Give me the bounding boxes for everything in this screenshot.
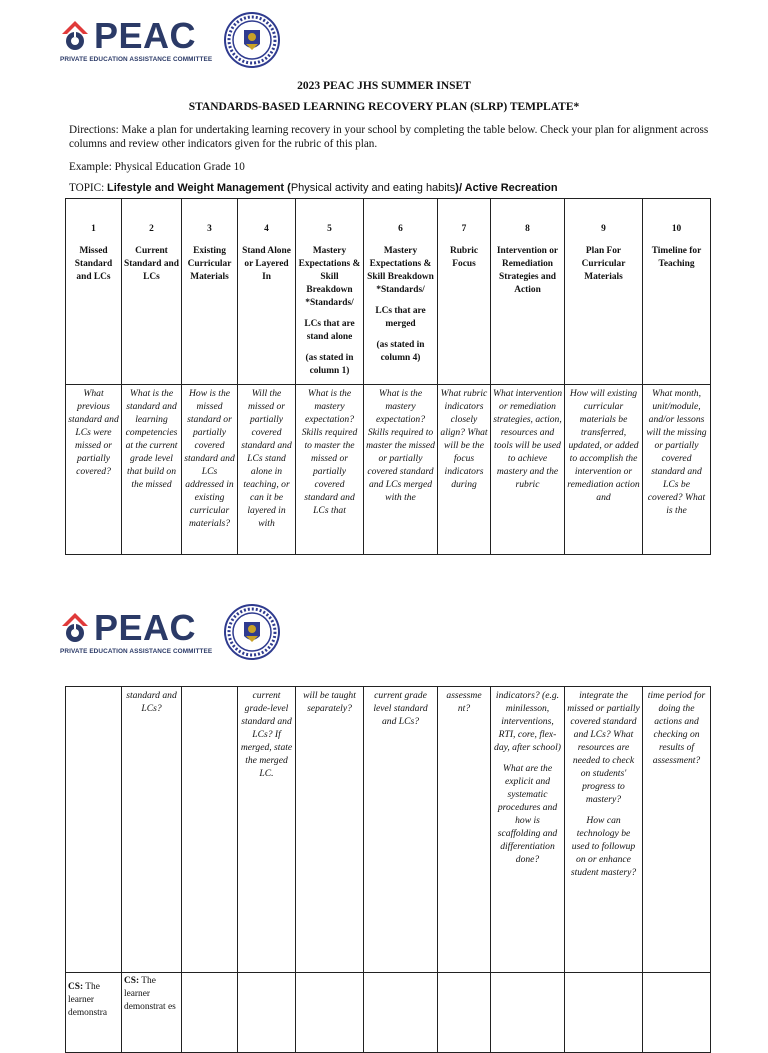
guide-cell: What is the standard and learning competencies at the current grade level that build on the missed (122, 385, 182, 555)
header-col-6: 6 Mastery Expectations & Skill Breakdown *Standards/ LCs that are merged (as stated in column 4) (364, 199, 438, 385)
continued-cell: current grade-level standard and LCs? If merged, state the merged LC. (238, 687, 296, 973)
guide-cell: What previous standard and LCs were missed or partially covered? (66, 385, 122, 555)
empty-cell (491, 973, 565, 1053)
topic-label: TOPIC: (69, 182, 105, 194)
topic-normal: Physical activity and eating habits (290, 182, 456, 194)
peac-emblem-icon (60, 20, 90, 52)
example-text: Example: Physical Education Grade 10 (69, 161, 245, 173)
guide-cell: Will the missed or partially covered standard and LCs stand alone in teaching, or can it be layered in with (238, 385, 296, 555)
header-col-1: 1 Missed Standard and LCs (66, 199, 122, 385)
topic-bold-2: )/ Active Recreation (455, 182, 558, 194)
header-col-9: 9 Plan For Curricular Materials (565, 199, 643, 385)
continued-cell (66, 687, 122, 973)
logo-wordmark: PEAC (94, 606, 197, 648)
continued-cell: current grade level standard and LCs? (364, 687, 438, 973)
guide-cell: What is the mastery expectation? Skills required to master the missed or partially covered standard and LCs that (296, 385, 364, 555)
table-cs-row (66, 973, 711, 1053)
guide-cell: How is the missed standard or partially covered standard and LCs addressed in existing curricular materials? (182, 385, 238, 555)
header-col-3: 3 Existing Curricular Materials (182, 199, 238, 385)
guide-cell: What is the mastery expectation? Skills required to master the missed or partially covered standard and LCs merged with the (364, 385, 438, 555)
cs-cell-1: CS: The learner demonstra (66, 973, 122, 1053)
peac-logo (60, 606, 213, 655)
deped-seal-icon (224, 604, 280, 660)
continued-cell: time period for doing the actions and checking on results of assessment? (643, 687, 711, 973)
logo-subtitle: PRIVATE EDUCATION ASSISTANCE COMMITTEE (60, 55, 213, 63)
header-col-4: 4 Stand Alone or Layered In (238, 199, 296, 385)
slrp-table-1 (65, 198, 711, 555)
continued-cell (182, 687, 238, 973)
guide-cell: What intervention or remediation strategies, action, resources and tools will be used to achieve mastery and the rubric (491, 385, 565, 555)
logo-wordmark: PEAC (94, 14, 197, 56)
peac-logo (60, 14, 213, 63)
empty-cell (238, 973, 296, 1053)
continued-cell: standard and LCs? (122, 687, 182, 973)
empty-cell (643, 973, 711, 1053)
continued-cell: will be taught separately? (296, 687, 364, 973)
empty-cell (565, 973, 643, 1053)
guide-cell: What month, unit/module, and/or lessons will the missing or partially covered standard and LCs be covered? What is the (643, 385, 711, 555)
guide-cell: What rubric indicators closely align? What will be the focus indicators during (438, 385, 491, 555)
topic-bold-1: Lifestyle and Weight Management ( (107, 182, 291, 194)
page-header-1 (60, 12, 280, 68)
table-guide-row (66, 385, 711, 555)
empty-cell (364, 973, 438, 1053)
doc-title-line1: 2023 PEAC JHS SUMMER INSET (297, 80, 471, 92)
continued-cell-8: indicators? (e.g. minilesson, interventions, RTI, core, flex-day, after school) What are the explicit and systematic procedures and how is scaffolding and differentiation done? (491, 687, 565, 973)
logo-subtitle: PRIVATE EDUCATION ASSISTANCE COMMITTEE (60, 647, 213, 655)
header-col-8: 8 Intervention or Remediation Strategies and Action (491, 199, 565, 385)
directions-text: Directions: Make a plan for undertaking learning recovery in your school by completing the table below. Check your plan for alignment across columns and review other indicators given for the rubric of this plan. (69, 124, 709, 150)
table-header-row (66, 199, 711, 385)
guide-cell: How will existing curricular materials be transferred, updated, or added to accomplish the intervention or remediation action and (565, 385, 643, 555)
continued-cell-9: integrate the missed or partially covered standard and LCs? What resources are needed to check on students' progress to mastery? How can technology be used to followup on or enhance student mastery? (565, 687, 643, 973)
header-col-10: 10 Timeline for Teaching (643, 199, 711, 385)
empty-cell (438, 973, 491, 1053)
peac-emblem-icon (60, 612, 90, 644)
empty-cell (182, 973, 238, 1053)
deped-seal-icon (224, 12, 280, 68)
page-header-2 (60, 604, 280, 660)
slrp-table-2 (65, 686, 711, 1053)
cs-cell-2: CS: The learner demonstrat es (122, 973, 182, 1053)
header-col-2: 2 Current Standard and LCs (122, 199, 182, 385)
topic-line (69, 182, 558, 194)
continued-cell-7: assessme nt? (438, 687, 491, 973)
table-continued-row (66, 687, 711, 973)
empty-cell (296, 973, 364, 1053)
doc-title-line2: STANDARDS-BASED LEARNING RECOVERY PLAN (SLRP) TEMPLATE* (188, 101, 580, 113)
header-col-5: 5 Mastery Expectations & Skill Breakdown *Standards/ LCs that are stand alone (as stated in column 1) (296, 199, 364, 385)
header-col-7: 7 Rubric Focus (438, 199, 491, 385)
